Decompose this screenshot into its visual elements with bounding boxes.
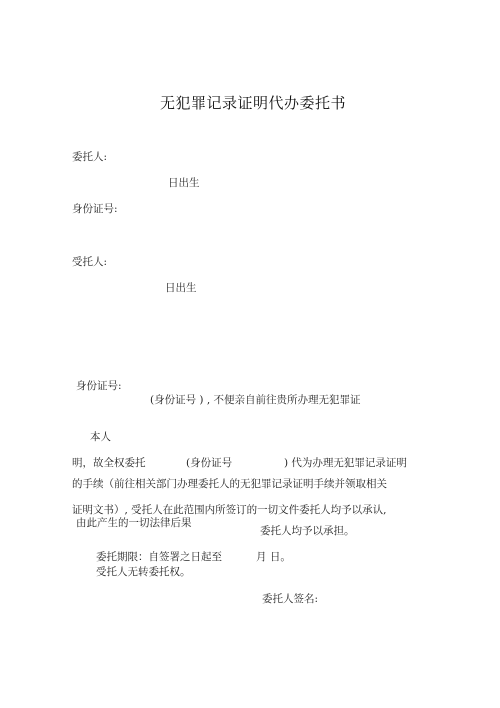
- term-label: 委托期限：自签署之日起至: [96, 551, 222, 563]
- body-line-1: (身份证号 ) , 不便亲自前往贵所办理无犯罪证: [150, 394, 361, 406]
- body-line-2a: 明，故全权委托: [72, 457, 146, 469]
- body-line-5: 由此产生的一切法律后果: [76, 517, 192, 529]
- no-transfer-clause: 受托人无转委托权。: [96, 566, 191, 578]
- principal-label: 委托人:: [72, 151, 108, 163]
- body-line-6: 委托人均予以承担。: [260, 525, 355, 537]
- body-line-3: 的手续（前往相关部门办理委托人的无犯罪记录证明手续并领取相关: [72, 478, 387, 490]
- term-end: 月 日。: [256, 551, 291, 563]
- agent-birth-label: 日出生: [165, 282, 197, 294]
- agent-id-label: 身份证号:: [76, 380, 122, 392]
- body-line-2c: ) 代为办理无犯罪记录证明: [284, 457, 407, 469]
- body-self: 本人: [90, 431, 111, 443]
- signature-label: 委托人签名:: [262, 593, 319, 605]
- agent-label: 受托人:: [72, 256, 108, 268]
- document-title: 无犯罪记录证明代办委托书: [160, 94, 347, 112]
- principal-birth-label: 日出生: [168, 177, 200, 189]
- principal-id-label: 身份证号:: [72, 203, 118, 215]
- body-line-2b: (身份证号: [186, 457, 233, 469]
- body-line-4: 证明文书）, 受托人在此范围内所签订的一切文件委托人均予以承认,: [72, 504, 387, 516]
